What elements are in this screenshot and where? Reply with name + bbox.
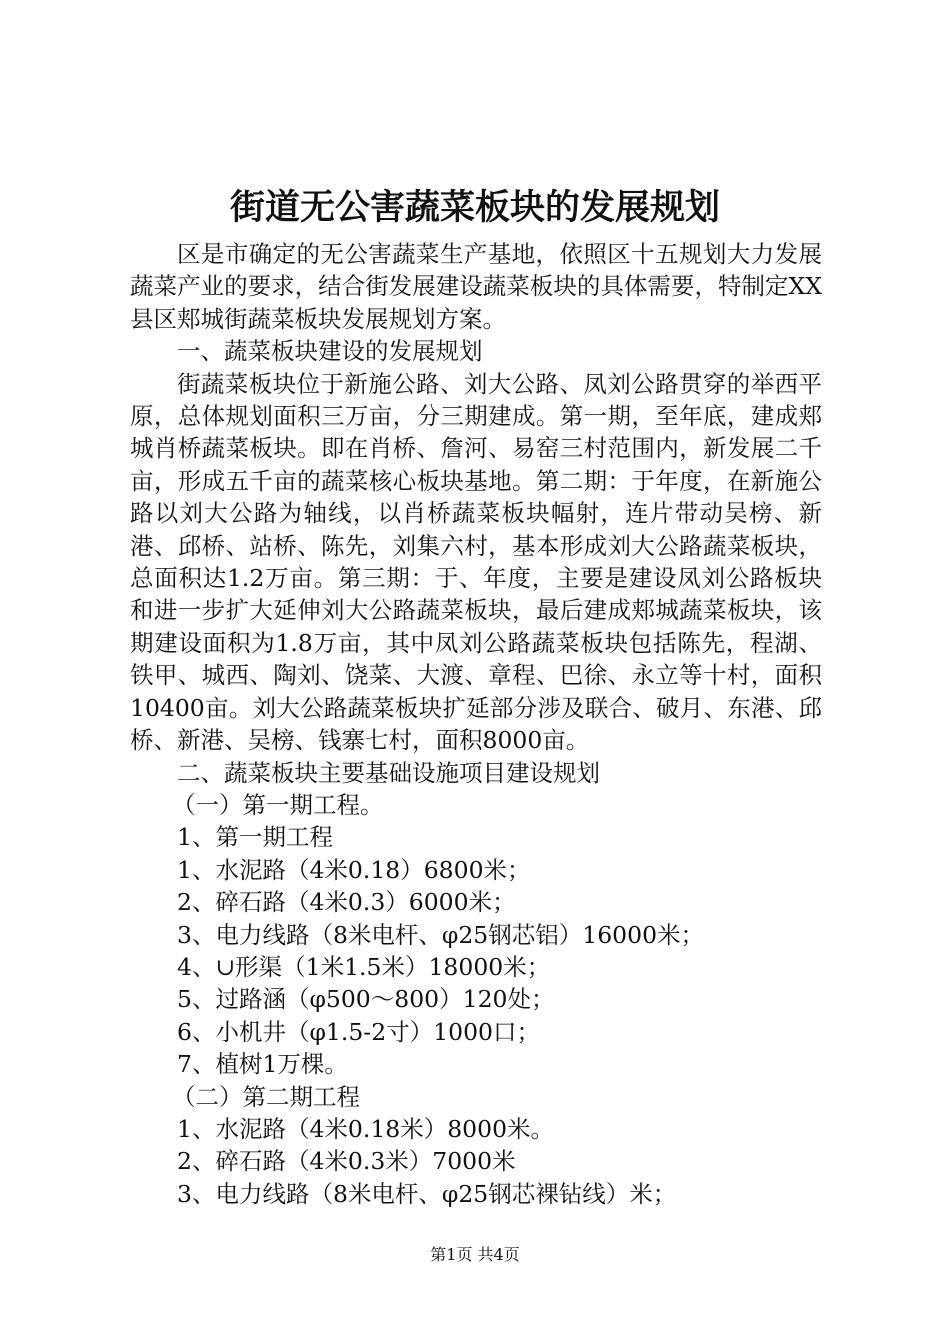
phase1-item: 1、水泥路（4米0.18）6800米； <box>177 855 531 884</box>
page-footer: 第1页 共4页 <box>430 1245 520 1264</box>
phase2-item: 2、碎石路（4米0.3米）7000米 <box>177 1147 516 1176</box>
phase2-item: 3、电力线路（8米电杆、φ25钢芯裸钻线）米； <box>177 1179 677 1208</box>
phase1-item: 6、小机井（φ1.5-2寸）1000口； <box>177 1017 540 1046</box>
section-heading-1: 一、蔬菜板块建设的发展规划 <box>177 337 483 366</box>
phase1-item: 2、碎石路（4米0.3）6000米； <box>177 888 516 917</box>
phase1-item: 4、∪形渠（1米1.5米）18000米； <box>177 952 551 981</box>
intro-paragraph: 区是市确定的无公害蔬菜生产基地，依照区十五规划大力发展蔬菜产业的要求，结合街发展建设蔬菜板块的具体需要，特制定XX县区郏城街蔬菜板块发展规划方案。 <box>130 240 822 333</box>
plan-paragraph: 街蔬菜板块位于新施公路、刘大公路、凤刘公路贯穿的举西平原，总体规划面积三万亩，分三期建成。第一期，至年底，建成郏城肖桥蔬菜板块。即在肖桥、詹河、易窑三村范围内，新发展二千亩，形成五千亩的蔬菜核心板块基地。第二期：于年度，在新施公路以刘大公路为轴线，以肖桥蔬菜板块幅射，连片带动吴榜、新港、邱桥、站桥、陈先，刘集六村，基本形成刘大公路蔬菜板块，总面积达1.2万亩。第三期：于、年度，主要是建设凤刘公路板块和进一步扩大延伸刘大公路蔬菜板块，最后建成郏城蔬菜板块，该期建设面积为1.8万亩，其中凤刘公路蔬菜板块包括陈先，程湖、铁甲、城西、陶刘、饶菜、大渡、章程、巴徐、永立等十村，面积10400亩。刘大公路蔬菜板块扩延部分涉及联合、破月、东港、邱桥、新港、吴榜、钱寨七村，面积8000亩。 <box>130 369 822 755</box>
section-heading-2: 二、蔬菜板块主要基础设施项目建设规划 <box>177 758 600 787</box>
phase1-heading: （一）第一期工程。 <box>172 790 384 819</box>
phase1-item: 5、过路涵（φ500～800）120处； <box>177 985 555 1014</box>
phase2-heading: （二）第二期工程 <box>172 1082 360 1111</box>
phase1-item: 3、电力线路（8米电杆、φ25钢芯铝）16000米； <box>177 920 705 949</box>
phase2-item: 1、水泥路（4米0.18米）8000米。 <box>177 1114 555 1143</box>
phase1-item: 7、植树1万棵。 <box>177 1050 348 1079</box>
document-body <box>130 238 822 1210</box>
phase1-sub-heading: 1、第一期工程 <box>177 823 333 852</box>
document-title: 街道无公害蔬菜板块的发展规划 <box>229 187 720 228</box>
